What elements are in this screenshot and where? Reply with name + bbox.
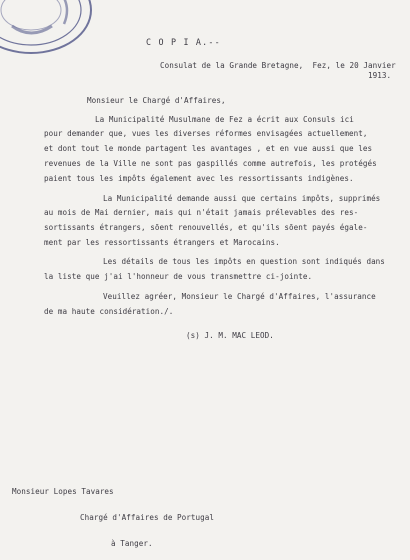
heading-year: 1913. <box>368 71 392 80</box>
paragraph-2-line-3: sortissants étrangers, sōent renouvellés, et qu'ils sōent payés égale- <box>44 223 368 232</box>
recipient-name: Monsieur Lopes Tavares <box>12 487 114 496</box>
recipient-location: à Tanger. <box>111 539 153 548</box>
recipient-title: Chargé d'Affaires de Portugal <box>80 513 215 522</box>
paragraph-2-line-1: La Municipalité demande aussi que certains impôts, supprimés <box>103 194 381 203</box>
paragraph-1-line-2: pour demander que, vues les diverses réformes envisagées actuellement, <box>44 129 368 138</box>
consulate-seal-stamp <box>0 0 92 54</box>
heading-place-date: Consulat de la Grande Bretagne, Fez, le 20 Janvier <box>160 61 396 70</box>
paragraph-2-line-4: ment par les ressortissants étrangers et Marocains. <box>44 238 280 247</box>
paragraph-1-line-3: et dont tout le monde partagent les avantages , et en vue aussi que les <box>44 144 373 153</box>
paragraph-1-line-4: revenues de la Ville ne sont pas gaspillés comme autrefois, les protégés <box>44 159 377 168</box>
document-title: C O P I A.-- <box>146 37 221 47</box>
signature: (s) J. M. MAC LEOD. <box>186 331 274 340</box>
paragraph-3-line-1: Les détails de tous les impôts en question sont indiqués dans <box>103 257 385 266</box>
paragraph-1-line-5: paient tous les impôts également avec les ressortissants indigènes. <box>44 174 354 183</box>
paragraph-4-line-2: de ma haute considération./. <box>44 307 174 316</box>
salutation: Monsieur le Chargé d'Affaires, <box>87 96 226 105</box>
paragraph-3-line-2: la liste que j'ai l'honneur de vous transmettre ci-jointe. <box>44 272 313 281</box>
paragraph-2-line-2: au mois de Mai dernier, mais qui n'était jamais prélevables des res- <box>44 208 359 217</box>
paragraph-1-line-1: La Municipalité Musulmane de Fez a écrit aux Consuls ici <box>95 115 354 124</box>
paragraph-4-line-1: Veuillez agréer, Monsieur le Chargé d'Affaires, l'assurance <box>103 292 376 301</box>
